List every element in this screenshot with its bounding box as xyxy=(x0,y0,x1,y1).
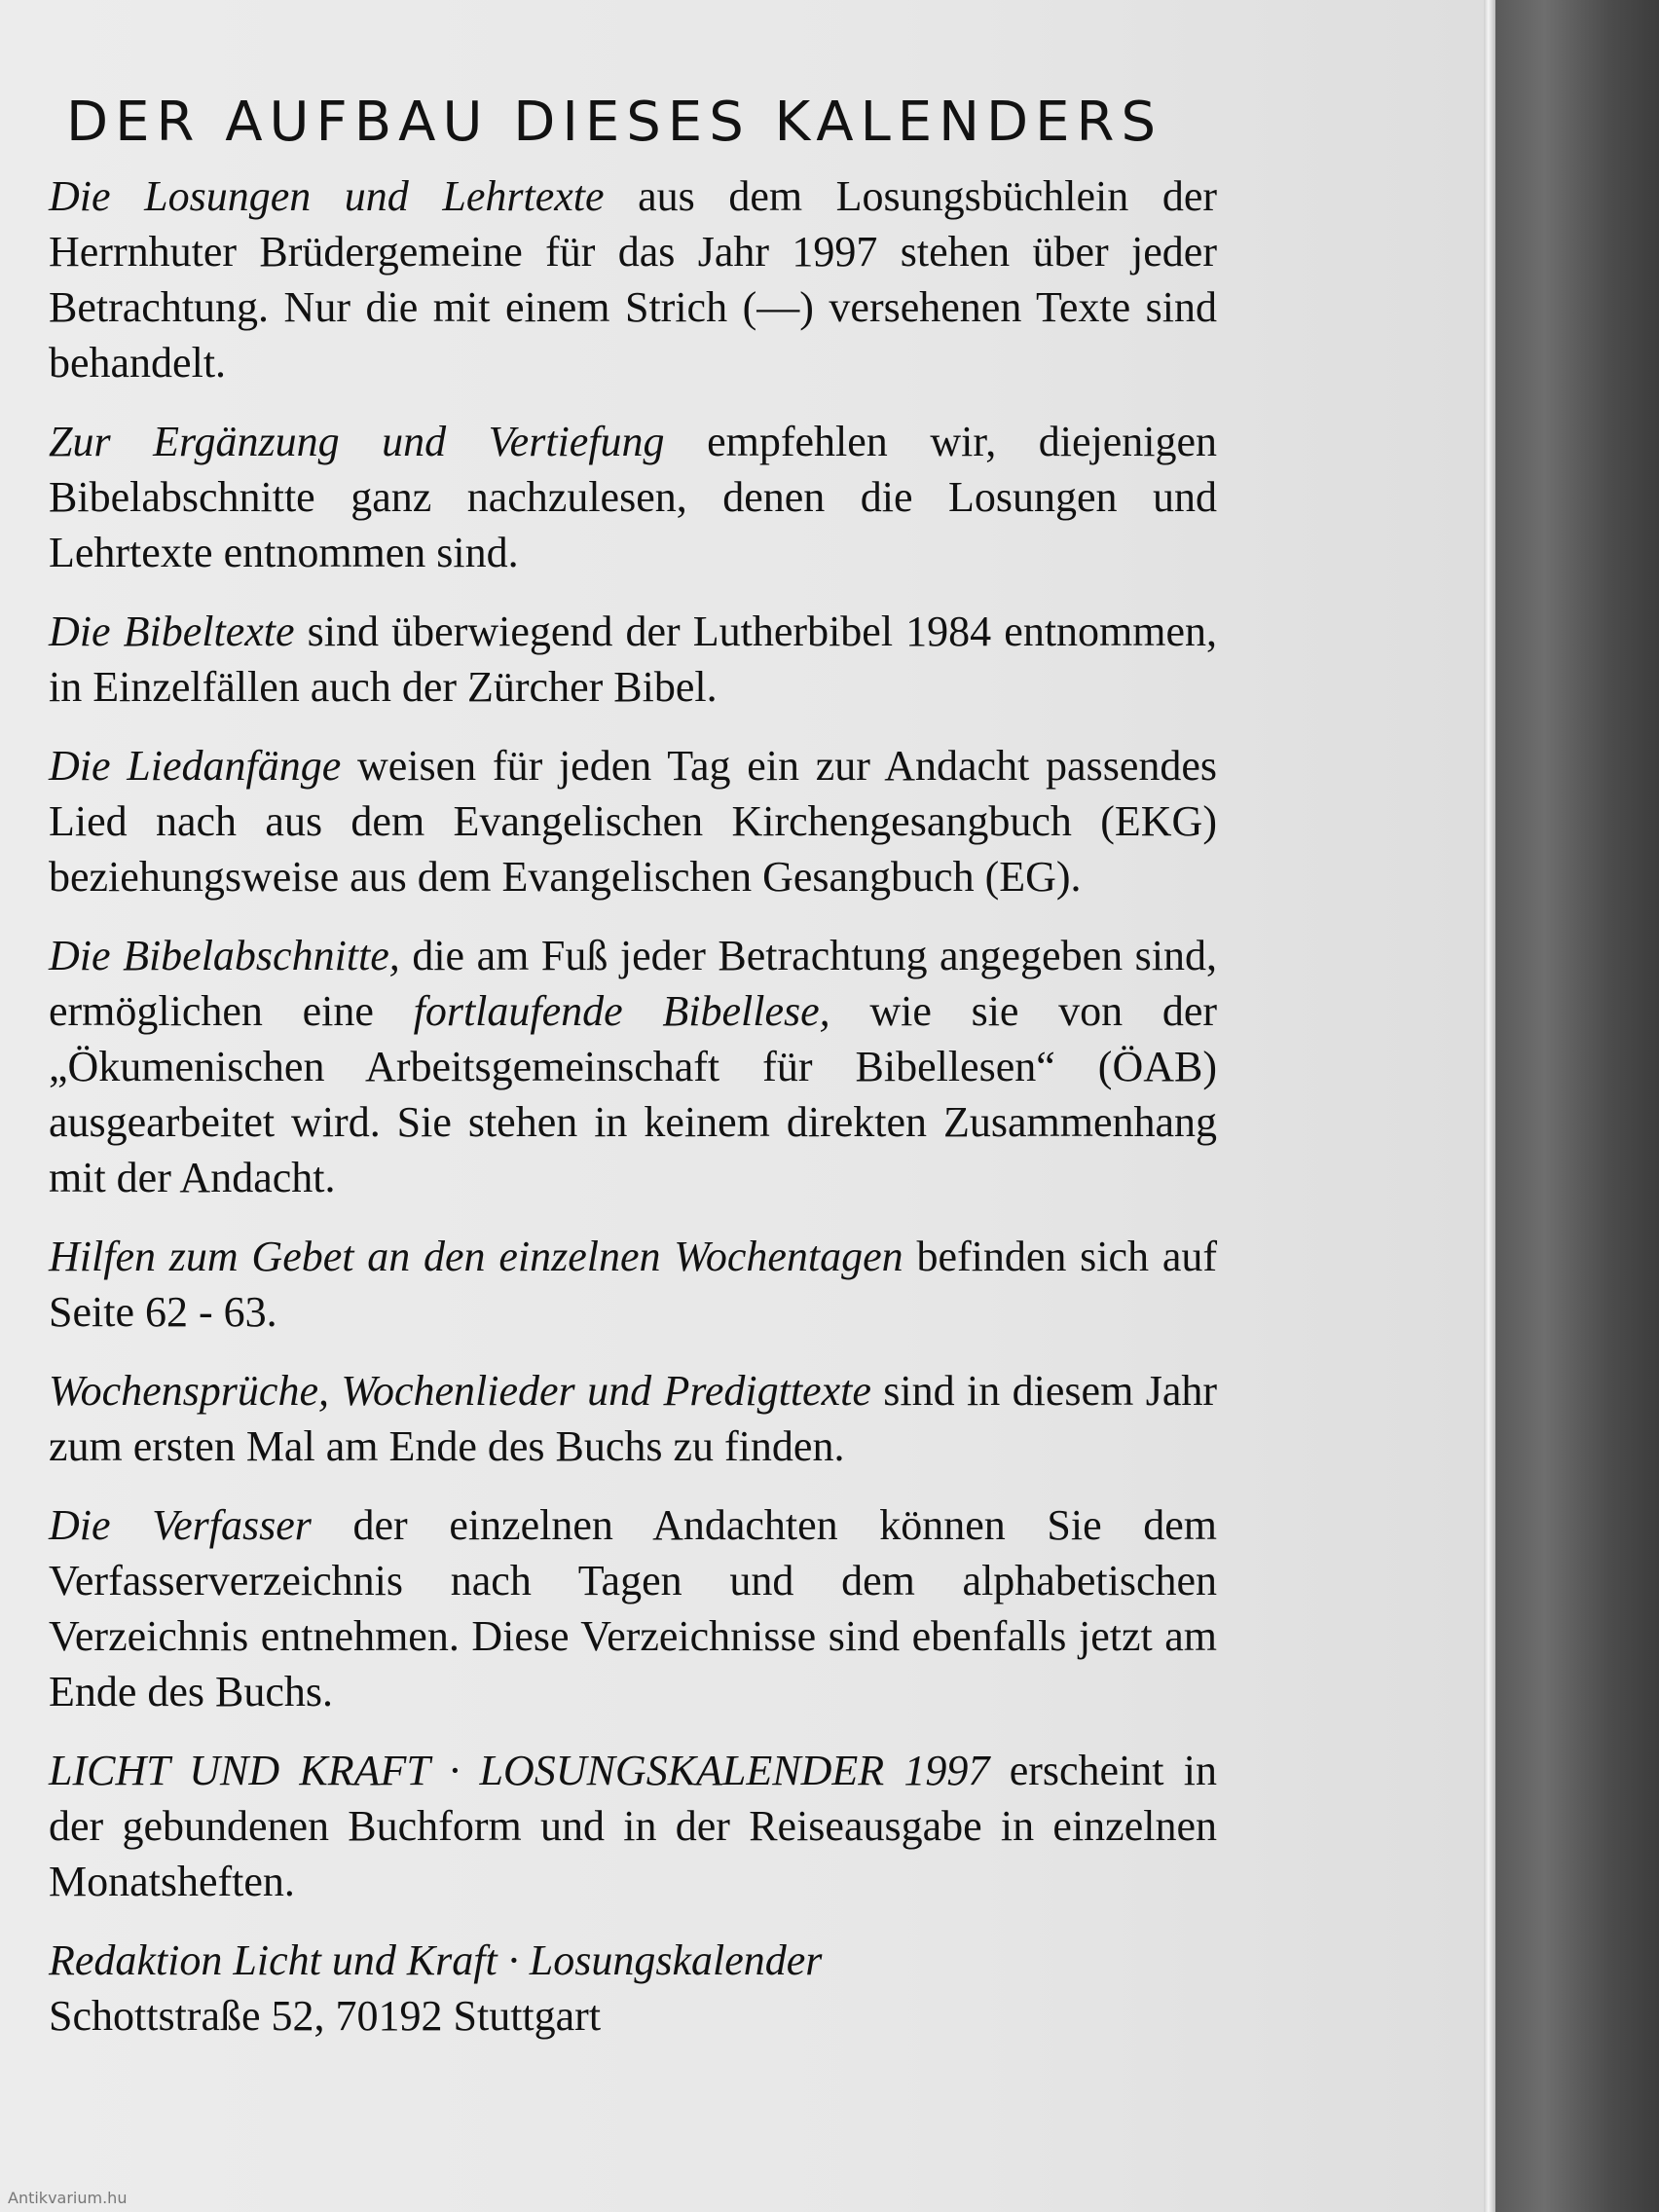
address-line-1: Redaktion Licht und Kraft · Losungskalender xyxy=(49,1936,823,1984)
paragraph-body: der einzelnen Andachten können Sie dem Verfasserverzeichnis nach Tagen und dem alphabetischen Verzeichnis entnehmen. Diese Verzeichnisse sind ebenfalls jetzt am Ende des Buchs. xyxy=(49,1500,1217,1715)
page-edge xyxy=(1484,0,1495,2212)
paragraph-lead: Hilfen zum Gebet an den einzelnen Wochentagen xyxy=(49,1232,903,1280)
paragraph-lead: LICHT UND KRAFT · LOSUNGSKALENDER 1997 xyxy=(49,1746,990,1794)
paragraph-body: befinden sich auf Seite 62 - 63. xyxy=(49,1232,1218,1336)
paragraph-wochensprueche xyxy=(49,1363,1217,1474)
address-line-2: Schottstraße 52, 70192 Stuttgart xyxy=(49,1991,602,2040)
paragraph-lead: Die Verfasser xyxy=(49,1500,312,1549)
paragraph-verfasser xyxy=(49,1497,1217,1719)
paragraph-liedanfaenge xyxy=(49,738,1217,904)
page-heading: DER AUFBAU DIESES KALENDERS xyxy=(66,91,1163,154)
paragraph-ergaenzung xyxy=(49,414,1217,580)
paragraph-lead: Die Losungen und Lehrtexte xyxy=(49,171,605,220)
paragraph-gebet xyxy=(49,1229,1217,1340)
paragraph-lead: Die Bibeltexte xyxy=(49,607,295,655)
paragraph-body: weisen für jeden Tag ein zur Andacht passendes Lied nach aus dem Evangelischen Kirchengesangbuch (EKG) beziehungsweise aus dem Evangelischen Gesangbuch (EG). xyxy=(49,741,1217,901)
page-content xyxy=(49,92,1217,2053)
paragraph-lead: Wochensprüche, Wochenlieder und Predigttexte xyxy=(49,1366,871,1415)
paragraph-bibelabschnitte xyxy=(49,928,1217,1205)
paragraph-lead: Die Liedanfänge xyxy=(49,741,342,790)
address-block xyxy=(49,1933,1217,2044)
paragraph-body: sind überwiegend der Lutherbibel 1984 entnommen, in Einzelfällen auch der Zürcher Bibel. xyxy=(49,607,1218,711)
paragraph-lead: Die Bibelabschnitte, xyxy=(49,931,400,979)
paragraph-licht-und-kraft xyxy=(49,1743,1217,1909)
book-gutter-shadow xyxy=(1495,0,1659,2212)
paragraph-body: die am Fuß jeder Betrachtung angegeben sind, ermöglichen eine xyxy=(49,931,1217,1035)
paragraph-bibeltexte xyxy=(49,604,1217,715)
watermark: Antikvarium.hu xyxy=(8,2189,128,2207)
paragraph-body: erscheint in der gebundenen Buchform und in der Reiseausgabe in einzelnen Monatsheften. xyxy=(49,1746,1218,1905)
paragraph-body-continued: wie sie von der „Ökumenischen Arbeitsgemeinschaft für Bibellesen“ (ÖAB) ausgearbeitet wird. Sie stehen in keinem direkten Zusammenhang mit der Andacht. xyxy=(49,986,1218,1201)
paragraph-body: sind in diesem Jahr zum ersten Mal am Ende des Buchs zu finden. xyxy=(49,1366,1217,1470)
paragraph-emphasis: fortlaufende Bibellese, xyxy=(413,986,830,1035)
paragraph-body: aus dem Losungsbüchlein der Herrnhuter Brüdergemeine für das Jahr 1997 stehen über jeder Betrachtung. Nur die mit einem Strich (—) versehenen Texte sind behandelt. xyxy=(49,171,1218,387)
paragraph-body: empfehlen wir, diejenigen Bibelabschnitte ganz nachzulesen, denen die Losungen und Lehrtexte entnommen sind. xyxy=(49,417,1218,576)
paragraph-lead: Zur Ergänzung und Vertiefung xyxy=(49,417,665,465)
paragraph-losungen xyxy=(49,168,1217,390)
